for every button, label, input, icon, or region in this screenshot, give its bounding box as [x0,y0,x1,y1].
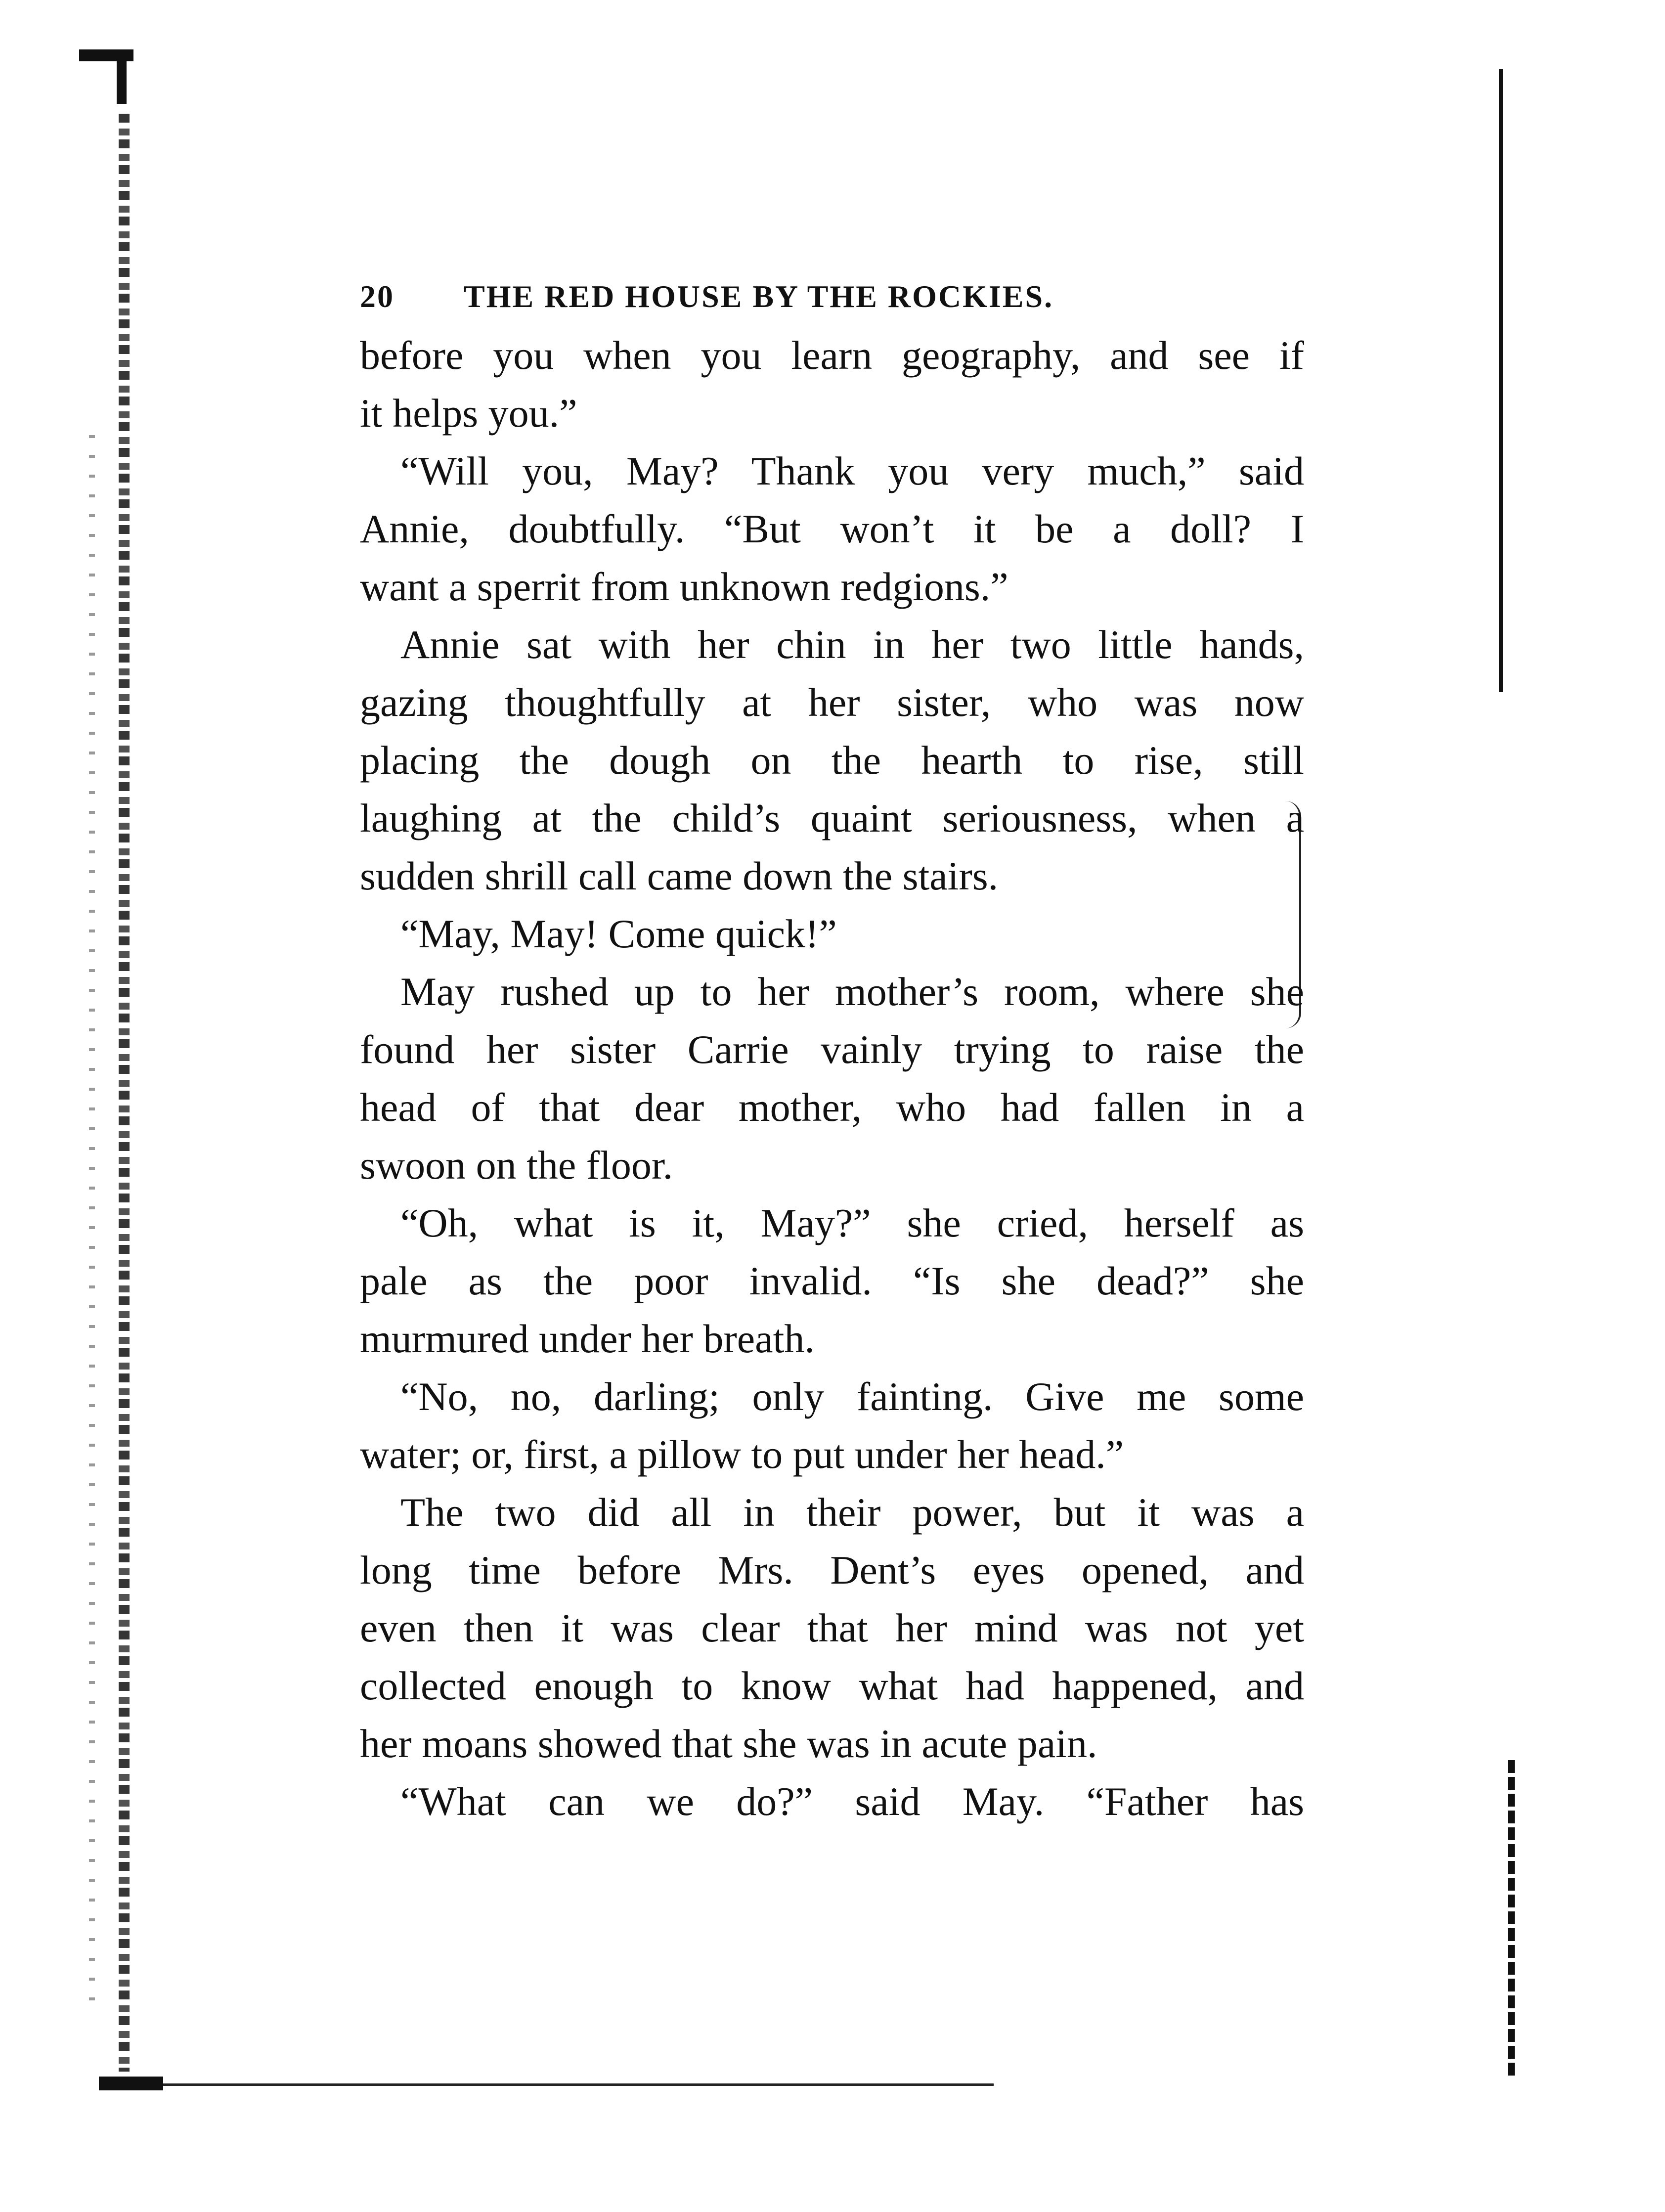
scan-corner-mark-bottom [99,2077,163,2090]
text-line: long time before Mrs. Dent’s eyes opened, and [360,1548,1304,1593]
text-line: swoon on the floor. [360,1143,673,1188]
text-line: head of that dear mother, who had fallen in a [360,1085,1304,1130]
text-line: want a sperrit from unknown redgions.” [360,564,1008,609]
text-line: Annie, doubtfully. “But won’t it be a doll? I [360,506,1304,551]
text-block [360,267,1304,1830]
scan-bottom-edge [163,2083,994,2086]
text-line: pale as the poor invalid. “Is she dead?” she [360,1258,1304,1303]
text-line: “What can we do?” said May. “Father has [400,1779,1304,1824]
text-line: it helps you.” [360,391,577,436]
text-line: placing the dough on the hearth to rise, still [360,738,1304,783]
scan-right-edge-top [1499,69,1503,692]
scan-binding-shadow [89,435,95,2017]
text-line: “No, no, darling; only fainting. Give me some [400,1374,1304,1419]
running-head [360,267,1304,326]
text-line: water; or, first, a pillow to put under her head.” [360,1432,1124,1477]
text-line: her moans showed that she was in acute pain. [360,1721,1097,1766]
text-line: Annie sat with her chin in her two little hands, [400,622,1304,667]
text-line: before you when you learn geography, and see if [360,333,1304,378]
scan-right-edge-bottom [1508,1760,1515,2077]
text-line: even then it was clear that her mind was not yet [360,1605,1304,1650]
text-line: sudden shrill call came down the stairs. [360,853,999,898]
scan-corner-mark-top-stem [117,49,127,104]
text-line: “May, May! Come quick!” [400,911,837,956]
text-line: found her sister Carrie vainly trying to raise the [360,1027,1304,1072]
text-line: gazing thoughtfully at her sister, who was now [360,680,1304,725]
text-line: “Will you, May? Thank you very much,” said [400,448,1304,493]
text-line: collected enough to know what had happened, and [360,1663,1304,1708]
text-line: The two did all in their power, but it was a [400,1490,1304,1535]
scan-binding-edge [119,114,130,2072]
body-text [360,326,1304,1830]
text-line: “Oh, what is it, May?” she cried, herself as [400,1200,1304,1245]
text-line: May rushed up to her mother’s room, where she [400,969,1304,1014]
text-line: laughing at the child’s quaint seriousness, when a [360,796,1304,841]
page-number: 20 [360,279,394,314]
text-line: murmured under her breath. [360,1316,815,1361]
running-title: THE RED HOUSE BY THE ROCKIES. [464,279,1054,314]
